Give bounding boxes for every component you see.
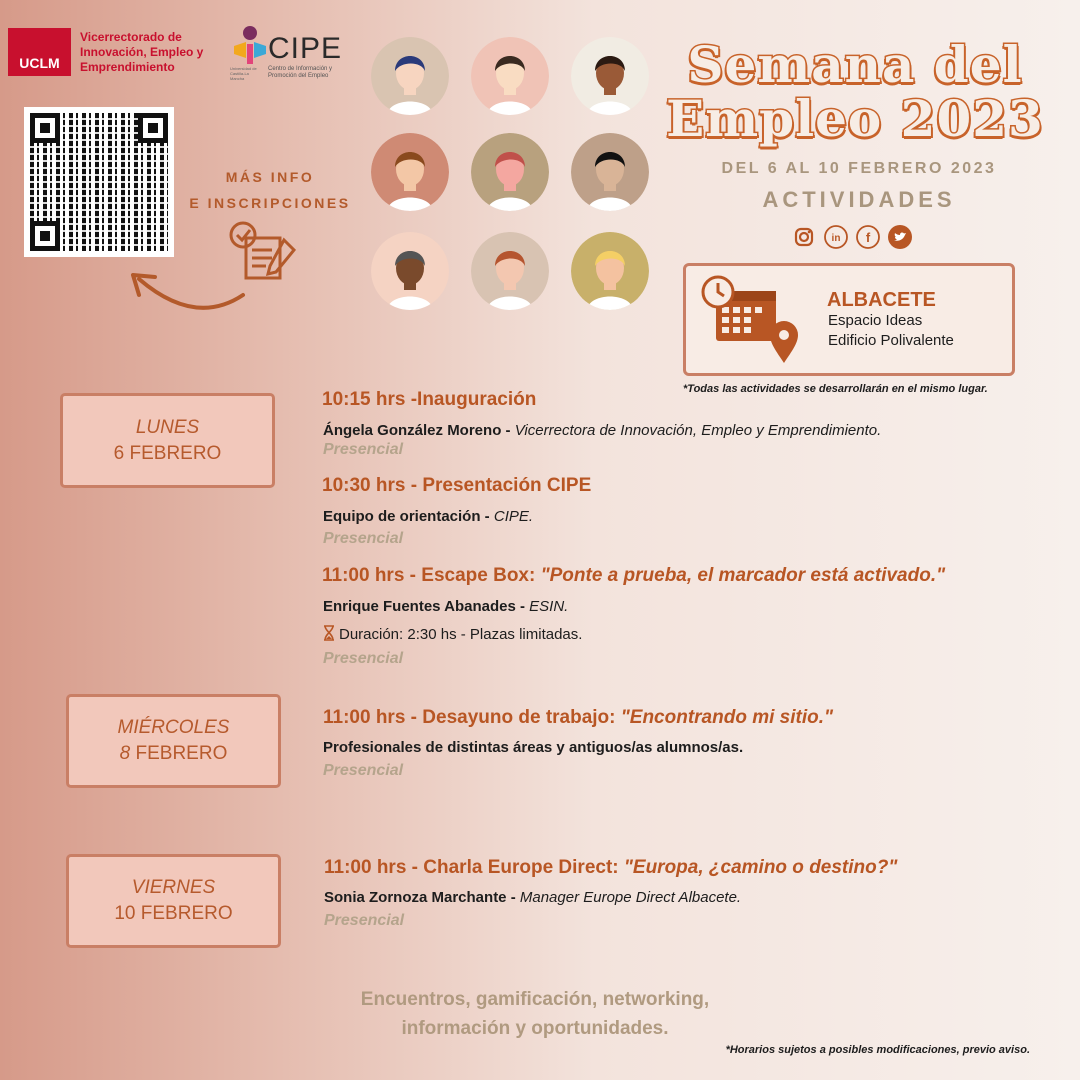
day-box-lunes <box>60 393 275 488</box>
person-avatar-icon <box>471 37 549 115</box>
person-avatar-icon <box>571 133 649 211</box>
facebook-icon[interactable] <box>855 224 881 250</box>
event-speaker-line: Equipo de orientación - CIPE. <box>323 508 534 525</box>
person-avatar-icon <box>571 37 649 115</box>
person-avatar-icon <box>571 232 649 310</box>
event-title-line2: Empleo 2023 <box>666 89 1044 148</box>
curved-arrow-icon <box>125 255 255 315</box>
event-title-prefix: 11:00 hrs - Desayuno de trabajo: <box>323 707 621 728</box>
day-weekday: LUNES <box>135 416 200 438</box>
event-mode: Presencial <box>323 530 404 547</box>
event-title-prefix: 11:00 hrs - Charla Europe Direct: <box>324 857 624 878</box>
event-dates: DEL 6 AL 10 FEBRERO 2023 <box>721 160 997 177</box>
svg-text:in: in <box>831 233 841 244</box>
person-avatar-icon <box>471 232 549 310</box>
event-speaker-line: Enrique Fuentes Abanades - ESIN. <box>323 598 569 615</box>
closing-tagline <box>300 985 770 1043</box>
more-info-line2: E INSCRIPCIONES <box>189 195 351 211</box>
social-links <box>791 224 913 250</box>
hourglass-icon <box>323 625 335 641</box>
cipe-logo-text: CIPE <box>268 32 343 65</box>
day-weekday: MIÉRCOLES <box>117 717 230 738</box>
schedule-footnote: *Horarios sujetos a posibles modificaciones, previo aviso. <box>725 1044 1030 1056</box>
uclm-logo <box>8 28 71 76</box>
location-place-line1: Espacio Ideas <box>828 312 923 329</box>
linkedin-icon[interactable] <box>823 224 849 250</box>
closing-line2: información y oportunidades. <box>401 1018 669 1039</box>
event-speaker: Profesionales de distintas áreas y antiguos/as alumnos/as. <box>323 739 744 756</box>
more-info-line1: MÁS INFO <box>225 169 315 185</box>
event-mode: Presencial <box>323 441 404 458</box>
event-speaker: Sonia Zornoza Marchante <box>324 889 507 906</box>
twitter-icon[interactable] <box>887 224 913 250</box>
calendar-location-icon <box>700 275 805 367</box>
day-box-viernes <box>66 854 281 948</box>
event-mode: Presencial <box>323 762 404 779</box>
event-mode: Presencial <box>324 912 405 929</box>
event-title-inauguracion: 10:15 hrs -Inauguración <box>322 389 537 410</box>
event-title-line1: Semana del <box>687 35 1023 94</box>
person-avatar-icon <box>371 133 449 211</box>
event-speaker-line: Sonia Zornoza Marchante - Manager Europe Direct Albacete. <box>324 889 742 906</box>
event-duration-line <box>323 625 582 643</box>
cipe-logo-icon <box>230 24 270 68</box>
event-title-quote: "Ponte a prueba, el marcador está activado." <box>540 565 946 586</box>
section-heading: ACTIVIDADES <box>762 187 956 212</box>
day-date: 6 FEBRERO <box>113 442 222 464</box>
day-date: 10 FEBRERO <box>114 903 233 924</box>
person-avatar-icon <box>471 133 549 211</box>
cipe-subtitle: Centro de Información y Promoción del Empleo <box>268 66 333 79</box>
event-role: CIPE. <box>493 508 534 525</box>
day-date <box>120 741 228 767</box>
event-title-escape-box <box>322 565 945 587</box>
person-avatar-icon <box>371 232 449 310</box>
location-city: ALBACETE <box>827 289 936 311</box>
instagram-icon[interactable] <box>791 224 817 250</box>
day-date-month: FEBRERO <box>135 743 228 764</box>
event-title-europe-direct <box>324 857 897 879</box>
person-avatar-icon <box>371 37 449 115</box>
event-title <box>660 35 1050 148</box>
event-title-quote: "Encontrando mi sitio." <box>620 707 834 728</box>
event-speaker: Enrique Fuentes Abanades <box>323 598 516 615</box>
day-box-miercoles <box>66 694 281 788</box>
event-speaker: Ángela González Moreno <box>323 422 502 439</box>
event-duration: Duración: 2:30 hs - Plazas limitadas. <box>339 626 583 643</box>
event-role: Manager Europe Direct Albacete. <box>519 889 742 906</box>
uclm-logo-text: UCLM <box>19 55 60 71</box>
cipe-tagline: Universidad de Castilla-La Mancha <box>230 66 257 81</box>
event-title-presentacion: 10:30 hrs - Presentación CIPE <box>322 475 592 496</box>
day-date-number: 8 <box>119 743 131 764</box>
qr-code[interactable] <box>24 107 174 257</box>
event-mode: Presencial <box>323 650 404 667</box>
event-title-prefix: 11:00 hrs - Escape Box: <box>322 565 541 586</box>
closing-line1: Encuentros, gamificación, networking, <box>360 989 710 1010</box>
event-speaker-line <box>323 739 743 756</box>
event-role: Vicerrectora de Innovación, Empleo y Emprendimiento. <box>514 422 882 439</box>
day-weekday: VIERNES <box>131 877 216 898</box>
event-title-quote: "Europa, ¿camino o destino?" <box>623 857 898 878</box>
more-info-label <box>180 164 360 216</box>
location-place-line2: Edificio Polivalente <box>828 332 954 349</box>
uclm-vicerrectorado-text: Vicerrectorado de Innovación, Empleo y Emprendimiento <box>80 30 204 74</box>
event-role: ESIN. <box>529 598 569 615</box>
event-speaker: Equipo de orientación <box>323 508 481 525</box>
location-note: *Todas las actividades se desarrollarán en el mismo lugar. <box>683 383 988 395</box>
event-title-desayuno <box>323 707 833 729</box>
event-speaker-line: Ángela González Moreno - Vicerrectora de Innovación, Empleo y Emprendimiento. <box>323 422 882 439</box>
svg-text:f: f <box>865 230 871 245</box>
